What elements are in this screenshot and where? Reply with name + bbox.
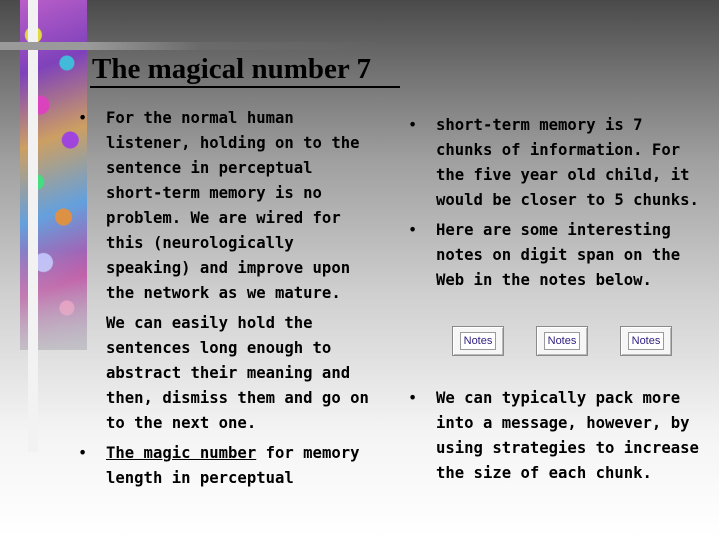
list-item-text: We can typically pack more into a message, however, by using strategies to increase the size of each chunk. <box>436 389 699 482</box>
list-item <box>78 106 378 306</box>
notes-button-label: Notes <box>544 332 581 350</box>
list-item <box>408 218 708 293</box>
notes-button[interactable] <box>536 326 588 356</box>
left-column-list <box>78 106 378 491</box>
list-item-text: For the normal human listener, holding on to the sentence in perceptual short-term memory is no problem. We are wired for this (neurologically speaking) and improve upon the network as we mature. <box>106 109 360 302</box>
notes-button[interactable] <box>620 326 672 356</box>
notes-button[interactable] <box>452 326 504 356</box>
title-underline <box>90 86 400 88</box>
notes-button-label: Notes <box>460 332 497 350</box>
magic-number-link[interactable]: The magic number <box>106 444 257 462</box>
list-item <box>78 441 378 491</box>
slide-title: The magical number 7 <box>92 53 371 85</box>
list-item <box>78 311 378 436</box>
right-column-list <box>408 113 708 486</box>
notes-button-label: Notes <box>628 332 665 350</box>
list-item <box>408 113 708 213</box>
vertical-accent-bar <box>28 0 38 452</box>
list-item <box>408 386 708 486</box>
list-item-text: Here are some interesting notes on digit span on the Web in the notes below. <box>436 221 681 289</box>
list-item-text: We can easily hold the sentences long enough to abstract their meaning and then, dismiss them and go on to the next one. <box>106 314 369 432</box>
list-item-text: for memory length in perceptual <box>106 444 360 487</box>
horizontal-accent-bar <box>0 42 719 50</box>
list-item-text: short-term memory is 7 chunks of information. For the five year old child, it would be closer to 5 chunks. <box>436 116 699 209</box>
